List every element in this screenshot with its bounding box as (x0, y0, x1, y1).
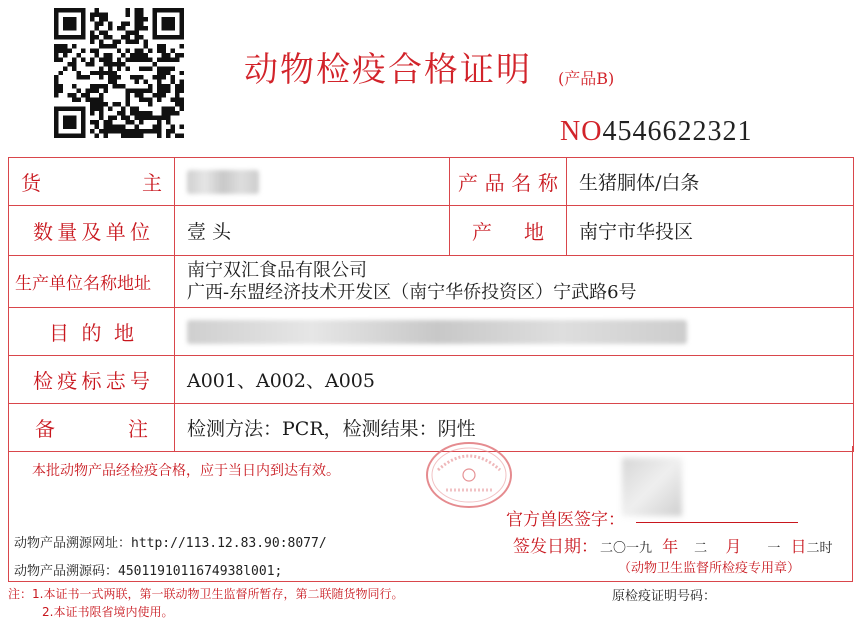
table-row (9, 356, 854, 404)
producer-label: 生产单位名称地址 (9, 256, 175, 308)
issue-year: 二〇一九 (600, 541, 653, 556)
table-row (9, 206, 854, 256)
remarks-value: 检测方法：PCR，检测结果：阴性 (175, 404, 854, 452)
issue-month: 二 (694, 541, 708, 556)
day-char: 日 (790, 537, 807, 556)
destination-value (175, 308, 854, 356)
original-cert-number-label: 原检疫证明号码： (612, 589, 717, 604)
certificate-table (8, 157, 854, 452)
vet-signature-label: 官方兽医签字： (506, 510, 625, 530)
month-char: 月 (725, 537, 742, 556)
owner-label: 货主 (9, 158, 175, 206)
producer-name: 南宁双汇食品有限公司 (187, 259, 367, 281)
document-subtitle: (产品B) (558, 69, 615, 88)
document-title: 动物检疫合格证明 (244, 50, 532, 90)
table-row (9, 256, 854, 308)
redacted-destination (187, 320, 687, 344)
table-row (9, 308, 854, 356)
product-name-label: 产品名称 (450, 158, 567, 206)
producer-address: 广西-东盟经济技术开发区（南宁华侨投资区）宁武路6号 (187, 281, 637, 303)
mark-label: 检疫标志号 (9, 356, 175, 404)
origin-value: 南宁市华投区 (567, 206, 854, 256)
seal-note: （动物卫生监督所检疫专用章） (618, 561, 801, 576)
quantity-label: 数量及单位 (9, 206, 175, 256)
footnote-1: 注：1.本证书一式两联，第一联动物卫生监督所暂存，第二联随货物同行。 (8, 587, 404, 601)
trace-code: 动物产品溯源码：4501191011674938l001; (14, 564, 283, 579)
serial-prefix: NO (560, 116, 603, 147)
qr-code-icon (54, 8, 184, 138)
redacted-owner (187, 170, 259, 194)
destination-label: 目的地 (9, 308, 175, 356)
year-char: 年 (662, 537, 679, 556)
producer-value (175, 256, 854, 308)
serial-number (560, 116, 752, 148)
table-row (9, 158, 854, 206)
validity-note: 本批动物产品经检疫合格，应于当日内到达有效。 (32, 463, 340, 479)
quantity-value: 壹 头 (175, 206, 450, 256)
issue-date (600, 534, 833, 557)
official-seal-stamp (424, 440, 514, 510)
owner-value (175, 158, 450, 206)
serial-digits: 4546622321 (602, 116, 753, 147)
trace-url: 动物产品溯源网址：http://113.12.83.90:8077/ (14, 536, 327, 551)
redacted-signature (622, 458, 682, 516)
product-name-value: 生猪胴体/白条 (567, 158, 854, 206)
issue-day: 一 (767, 541, 781, 556)
footnote-2: 2.本证书限省境内使用。 (42, 605, 174, 619)
issue-date-label: 签发日期： (513, 537, 598, 557)
remarks-label: 备注 (9, 404, 175, 452)
issue-day-tail: 二时 (806, 541, 833, 556)
signature-line (636, 522, 798, 523)
mark-value: A001、A002、A005 (175, 356, 854, 404)
origin-label: 产地 (450, 206, 567, 256)
